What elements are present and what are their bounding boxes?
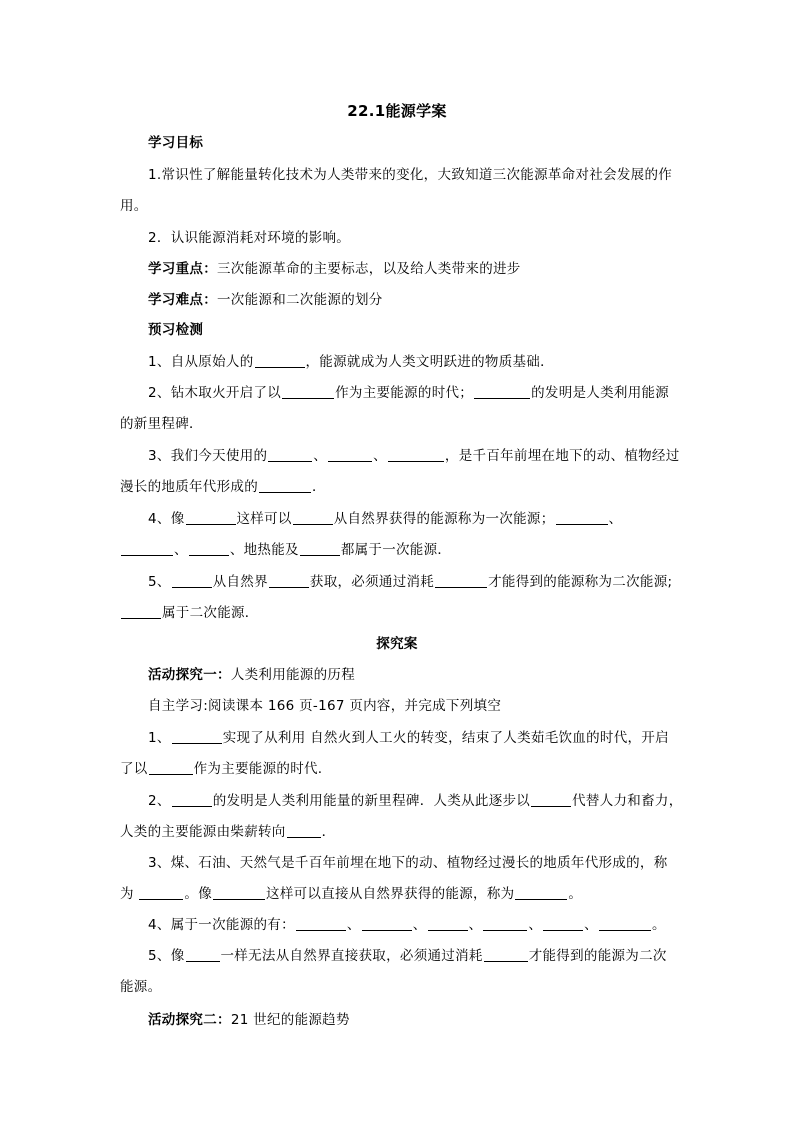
fill-blank[interactable] — [599, 916, 651, 931]
activity-2-label: 活动探究二： — [148, 1012, 231, 1028]
goals-heading: 学习目标 — [148, 135, 204, 151]
activity-2-heading: 活动探究二：21 世纪的能源趋势 — [148, 1012, 350, 1028]
preview-item-3-continued: 漫长的地质年代形成的 ． — [120, 479, 326, 495]
question-3-continued: 为 。像 这样可以直接从自然界获得的能源，称为 。 — [120, 886, 583, 902]
goal-2: 2．认识能源消耗对环境的影响。 — [148, 230, 351, 246]
fill-blank[interactable] — [121, 541, 173, 556]
question-3: 3、煤、石油、天然气是千百年前埋在地下的动、植物经过漫长的地质年代形成的，称 — [148, 855, 668, 871]
fill-blank[interactable] — [515, 885, 567, 900]
question-5: 5、像 一样无法从自然界直接获取，必须通过消耗 才能得到的能源为二次 — [148, 948, 667, 964]
fill-blank[interactable] — [428, 916, 468, 931]
fill-blank[interactable] — [172, 729, 222, 744]
fill-blank[interactable] — [543, 916, 583, 931]
question-1: 1、 实现了从利用 自然火到人工火的转变，结束了人类茹毛饮血的时代，开启 — [148, 730, 669, 746]
preview-item-2: 2、钻木取火开启了以 作为主要能源的时代； 的发明是人类利用能源 — [148, 385, 670, 401]
preview-item-2-continued: 的新里程碑． — [120, 416, 203, 432]
fill-blank[interactable] — [282, 384, 334, 399]
difficult-point-label: 学习难点： — [148, 292, 217, 308]
difficult-point: 学习难点：一次能源和二次能源的划分 — [148, 292, 383, 308]
fill-blank[interactable] — [328, 447, 372, 462]
question-2-continued: 人类的主要能源由柴薪转向 ． — [120, 824, 336, 840]
fill-blank[interactable] — [483, 916, 527, 931]
fill-blank[interactable] — [255, 353, 305, 368]
fill-blank[interactable] — [556, 510, 608, 525]
activity-1-heading: 活动探究一：人类利用能源的历程 — [148, 667, 356, 683]
preview-item-4: 4、像 这样可以 从自然界获得的能源称为一次能源； 、 — [148, 511, 623, 527]
fill-blank[interactable] — [362, 916, 412, 931]
fill-blank[interactable] — [531, 792, 571, 807]
preview-item-4-continued: 、 、地热能及 都属于一次能源． — [120, 540, 680, 560]
self-study-instruction: 自主学习:阅读课本 166 页-167 页内容，并完成下列填空 — [148, 698, 502, 714]
document-title: 22.1能源学案 — [347, 102, 447, 120]
explore-heading: 探究案 — [376, 636, 418, 652]
goal-1-continued: 用。 — [120, 198, 148, 214]
fill-blank[interactable] — [296, 916, 346, 931]
fill-blank[interactable] — [186, 510, 236, 525]
question-5-continued: 能源。 — [120, 979, 162, 995]
question-2: 2、 的发明是人类利用能量的新里程碑．人类从此逐步以 代替人力和畜力， — [148, 793, 683, 809]
fill-blank[interactable] — [300, 541, 340, 556]
question-1-continued: 了以 作为主要能源的时代. — [120, 761, 323, 777]
fill-blank[interactable] — [172, 573, 212, 588]
fill-blank[interactable] — [484, 947, 528, 962]
fill-blank[interactable] — [388, 447, 444, 462]
fill-blank[interactable] — [259, 478, 311, 493]
preview-heading: 预习检测 — [148, 322, 204, 338]
preview-item-5: 5、 从自然界 获取，必须通过消耗 才能得到的能源称为二次能源; — [148, 574, 673, 590]
goal-1: 1.常识性了解能量转化技术为人类带来的变化，大致知道三次能源革命对社会发展的作 — [148, 167, 673, 183]
fill-blank[interactable] — [213, 885, 265, 900]
preview-item-3: 3、我们今天使用的 、 、 ，是千百年前埋在地下的动、植物经过 — [148, 448, 680, 464]
fill-blank[interactable] — [293, 510, 333, 525]
key-point-label: 学习重点： — [148, 261, 217, 277]
fill-blank[interactable] — [287, 823, 321, 838]
fill-blank[interactable] — [121, 604, 161, 619]
key-point: 学习重点：三次能源革命的主要标志，以及给人类带来的进步 — [148, 261, 521, 277]
fill-blank[interactable] — [186, 947, 220, 962]
preview-item-1: 1、自从原始人的 ，能源就成为人类文明跃进的物质基础． — [148, 354, 554, 370]
fill-blank[interactable] — [139, 885, 183, 900]
fill-blank[interactable] — [189, 541, 229, 556]
fill-blank[interactable] — [269, 573, 309, 588]
fill-blank[interactable] — [149, 760, 193, 775]
preview-item-5-continued: 属于二次能源． — [120, 603, 680, 623]
activity-1-label: 活动探究一： — [148, 667, 231, 683]
question-4: 4、属于一次能源的有： 、 、 、 、 、 。 — [148, 917, 666, 933]
fill-blank[interactable] — [268, 447, 312, 462]
fill-blank[interactable] — [435, 573, 487, 588]
fill-blank[interactable] — [172, 792, 212, 807]
fill-blank[interactable] — [474, 384, 530, 399]
